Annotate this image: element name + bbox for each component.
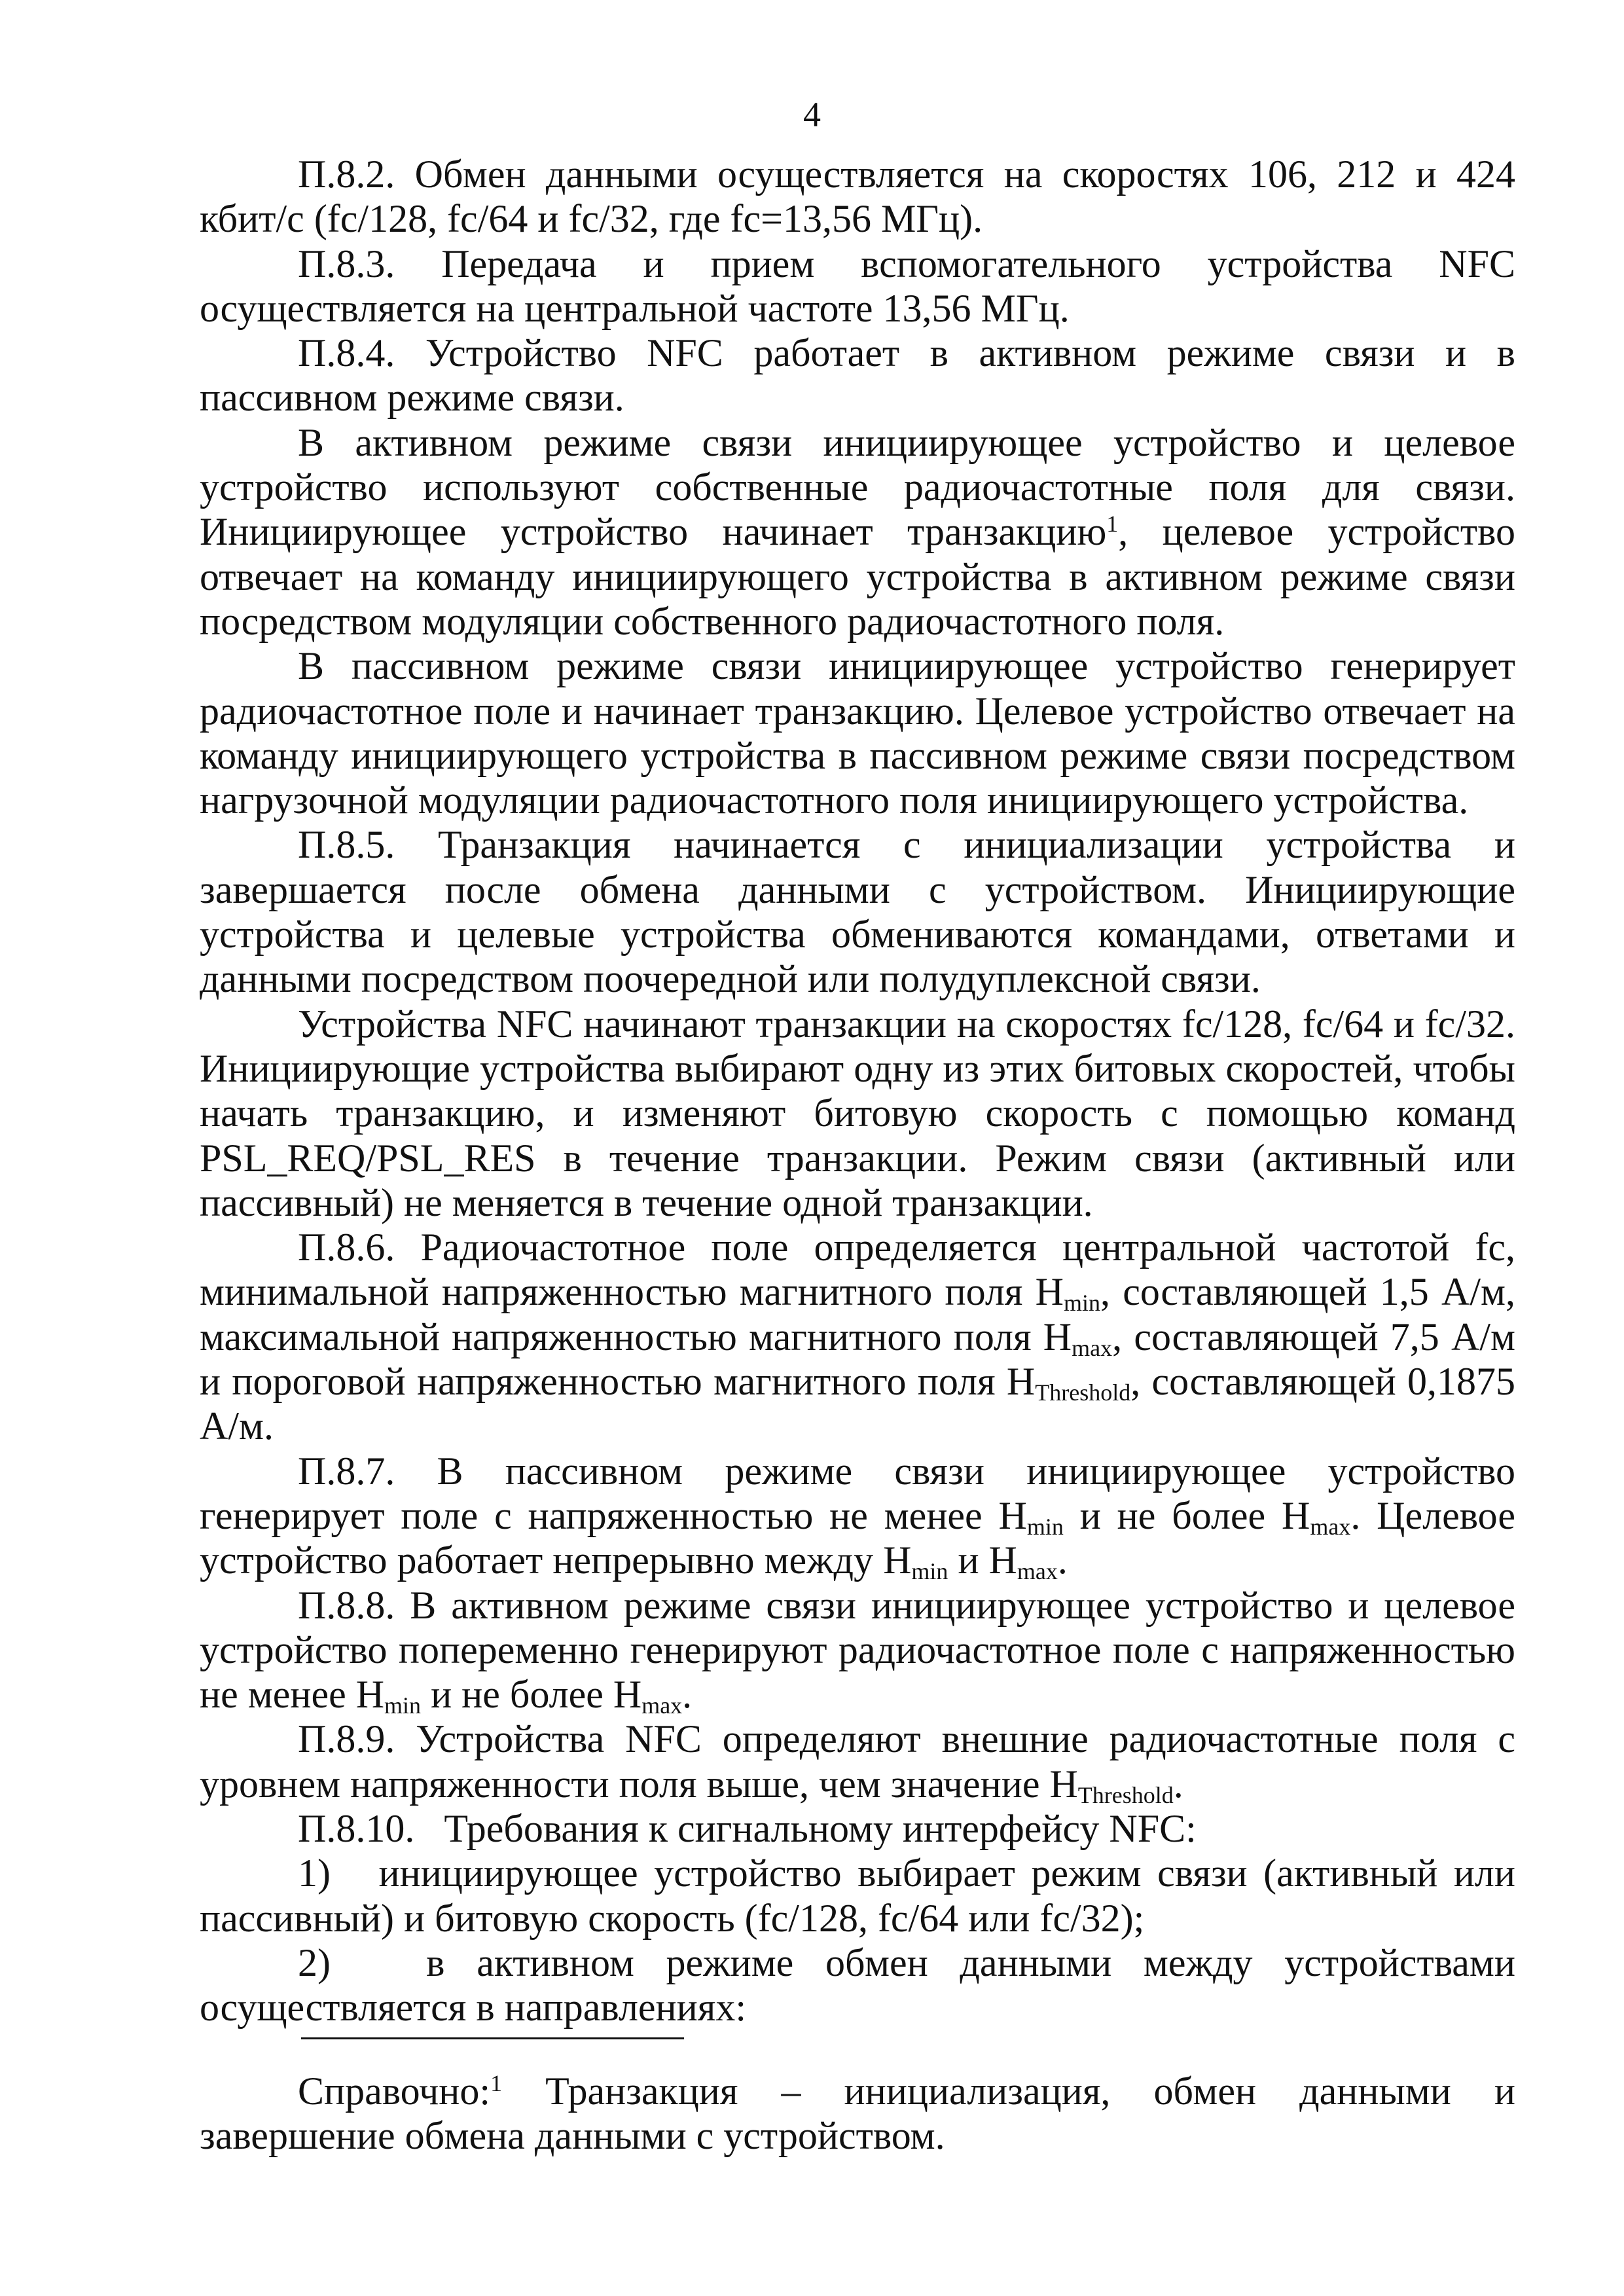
list-item-2: 2) в активном режиме обмен данными между устройствами осуществляется в направлениях:: [200, 1941, 1525, 2030]
paragraph-8-4: П.8.4. Устройство NFC работает в активном режиме связи и в пассивном режиме связи.: [200, 331, 1515, 420]
footnote-separator: [301, 2037, 684, 2039]
paragraph-8-10: П.8.10. Требования к сигнальному интерфейсу NFC:: [298, 1806, 1197, 1850]
paragraph-8-6: П.8.6. Радиочастотное поле определяется центральной частотой fc, минимальной напряженностью магнитного поля $H_{min}$, составляющей 1,5 А/м, максимальной напряженностью магнитного поля $H_{max}$, составляющей 7,5 А/м и пороговой напряженностью магнитного поля $H_{Threshold}$, составляющей 0,1875 А/м.: [200, 1226, 1516, 1448]
paragraph-8-8: П.8.8. В активном режиме связи инициирующее устройство и целевое устройство попеременно генерируют радиочастотное поле с напряженностью не менее $H_{min}$ и не более $H_{max}$.: [200, 1583, 1515, 1719]
paragraph-8-3: П.8.3. Передача и прием вспомогательного устройства NFC осуществляется на центральной частоте 13,56 МГц.: [200, 242, 1515, 330]
paragraph-passive-mode: В пассивном режиме связи инициирующее устройство генерирует радиочастотное поле и начинает транзакцию. Целевое устройство отвечает на команду инициирующего устройства в пассивном режиме связи посредством нагрузочной модуляции радиочастотного поля инициирующего устройства.: [200, 644, 1515, 822]
page-number: 4: [803, 95, 821, 134]
paragraph-8-2: П.8.2. Обмен данными осуществляется на скоростях 106, 212 и 424 кбит/с (fc/128, fc/64 и fc/32, где fc=13,56 МГц).: [200, 153, 1515, 241]
paragraph-bitrates: Устройства NFC начинают транзакции на скоростях fc/128, fc/64 и fc/32. Инициирующие устройства выбирают одну из этих битовых скоростей, чтобы начать транзакцию, и изменяют битовую скорость с помощью команд PSL_REQ/PSL_RES в течение транзакции. Режим связи (активный или пассивный) не меняется в течение одной транзакции.: [200, 1002, 1515, 1224]
paragraph-8-9: П.8.9. Устройства NFC определяют внешние радиочастотные поля с уровнем напряженности поля выше, чем значение $H_{Threshold}$.: [200, 1717, 1515, 1808]
paragraph-active-mode: В активном режиме связи инициирующее устройство и целевое устройство используют собственные радиочастотные поля для связи. Инициирующее устройство начинает транзакцию$^1$, целевое устройство отвечает на команду инициирующего устройства в активном режиме связи посредством модуляции собственного радиочастотного поля.: [200, 420, 1515, 643]
list-item-1: 1) инициирующее устройство выбирает режим связи (активный или пассивный) и битовую скорость (fc/128, fc/64 или fc/32);: [200, 1851, 1525, 1940]
footnote-ref: 1: [1106, 511, 1119, 538]
document-body: [200, 152, 1525, 2030]
paragraph-8-7: П.8.7. В пассивном режиме связи инициирующее устройство генерирует поле с напряженностью не менее $H_{min}$ и не более $H_{max}$. Целевое устройство работает непрерывно между $H_{min}$ и $H_{max}$.: [200, 1449, 1515, 1585]
footnote: Справочно:$^1$ Транзакция – инициализация, обмен данными и завершение обмена данными с устройством.: [200, 2069, 1515, 2157]
paragraph-8-5: П.8.5. Транзакция начинается с инициализации устройства и завершается после обмена данными с устройством. Инициирующие устройства и целевые устройства обмениваются командами, ответами и данными посредством поочередной или полудуплексной связи.: [200, 823, 1515, 1001]
